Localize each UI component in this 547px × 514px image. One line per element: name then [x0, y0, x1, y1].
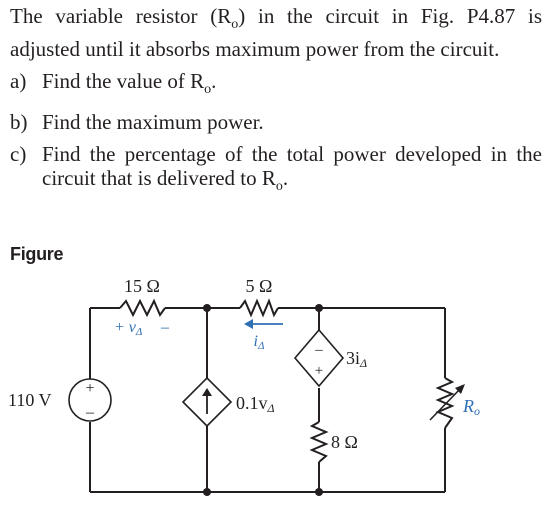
- part-a-end: .: [211, 69, 217, 94]
- node-bottom-mid: [315, 488, 323, 496]
- dvs-plus: +: [314, 363, 324, 379]
- ro-sub: o: [474, 404, 480, 418]
- resistor-8-ohm: [312, 422, 358, 462]
- part-c-end: .: [282, 166, 289, 191]
- part-a-body: Find the value of R: [42, 69, 205, 94]
- i-delta-label: [254, 333, 265, 352]
- part-c-sub: o: [275, 179, 283, 195]
- v-delta-label: [114, 319, 142, 338]
- ro-text: R: [463, 396, 474, 416]
- part-a-label: a): [10, 69, 27, 94]
- v-delta-annotation: [114, 319, 170, 338]
- intro-subscript: o: [231, 17, 239, 33]
- ro-label: [462, 396, 480, 418]
- circuit-wires: [90, 308, 445, 492]
- part-c: [10, 142, 542, 199]
- voltage-source-label: 110 V: [8, 390, 52, 410]
- voltage-source-plus: +: [85, 380, 95, 397]
- ro-zigzag: [438, 378, 452, 428]
- i-delta-text: i: [253, 333, 258, 350]
- ccs-sub: Δ: [267, 401, 275, 415]
- dependent-voltage-source: [295, 330, 367, 386]
- part-b-text: Find the maximum power.: [42, 110, 264, 135]
- problem-statement: [10, 4, 542, 200]
- dvs-sub: Δ: [360, 356, 368, 370]
- intro-rest: ) in the circuit in Fig. P4.87 is adjusted until it absorbs maximum power from the circuit.: [10, 4, 543, 62]
- part-a: [10, 69, 542, 102]
- part-c-body: Find the percentage of the total power developed in the circuit that is delivered to R: [42, 142, 542, 191]
- i-delta-annotation: [244, 319, 283, 352]
- part-a-sub: o: [204, 82, 212, 98]
- i-delta-sub: Δ: [257, 340, 265, 352]
- part-b: [10, 110, 542, 134]
- ccs-label: [236, 393, 275, 415]
- dvs-minus: –: [315, 342, 323, 358]
- intro-text: The variable resistor (R: [10, 4, 232, 28]
- v-delta-text: + v: [114, 319, 136, 336]
- part-a-text: [42, 69, 542, 102]
- resistor-5-ohm: [240, 276, 278, 315]
- figure-label: Figure: [10, 244, 64, 264]
- resistor-8-label: 8 Ω: [331, 432, 358, 452]
- i-delta-arrowhead: [244, 319, 253, 329]
- resistor-15-ohm: [120, 276, 165, 315]
- ccs-text: 0.1v: [236, 393, 268, 413]
- part-b-label: b): [10, 110, 28, 135]
- voltage-source-minus: –: [86, 404, 94, 421]
- part-c-label: c): [10, 142, 27, 167]
- variable-resistor-ro: [430, 378, 480, 428]
- voltage-source-110v: [8, 379, 111, 421]
- part-c-text: [42, 142, 542, 199]
- dependent-current-source: [183, 378, 275, 426]
- dvs-label: [346, 348, 367, 370]
- resistor-15-label: 15 Ω: [124, 276, 160, 296]
- resistor-15-zigzag: [120, 301, 165, 315]
- node-bottom-left: [203, 488, 211, 496]
- v-delta-sub: Δ: [135, 326, 143, 338]
- dvs-text: 3i: [346, 348, 361, 368]
- resistor-5-label: 5 Ω: [245, 276, 273, 296]
- resistor-8-zigzag: [312, 422, 326, 462]
- v-delta-minus: –: [161, 319, 169, 336]
- circuit-diagram: [0, 268, 547, 514]
- node-top-left: [203, 304, 211, 312]
- node-top-mid: [315, 304, 323, 312]
- problem-intro: [10, 4, 542, 61]
- resistor-5-zigzag: [240, 301, 278, 315]
